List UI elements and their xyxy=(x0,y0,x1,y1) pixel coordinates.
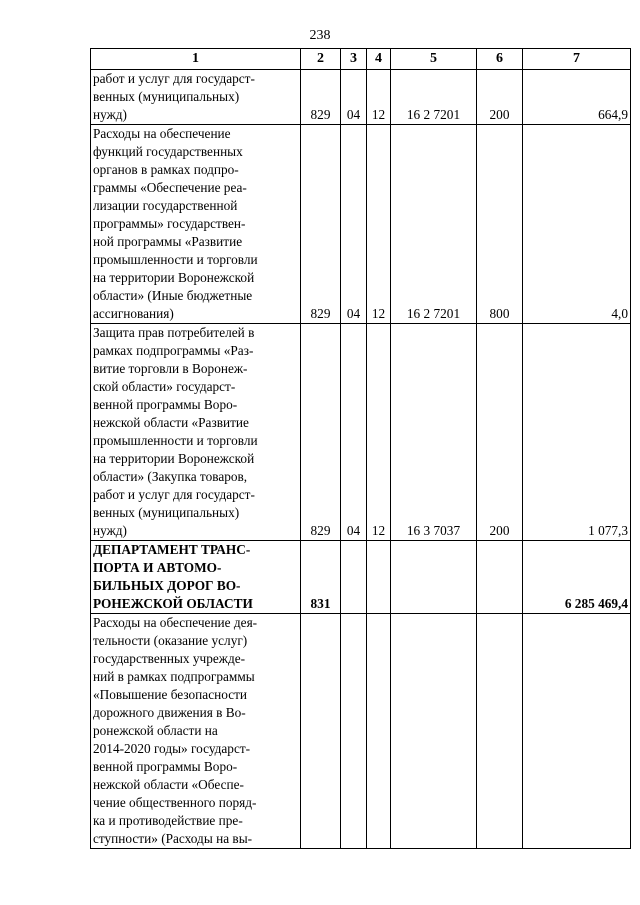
department-title: ДЕПАРТАМЕНТ ТРАНС- ПОРТА И АВТОМО- БИЛЬНЫХ ДОРОГ ВО- РОНЕЖСКОЙ ОБЛАСТИ xyxy=(91,541,301,614)
subsection-code xyxy=(367,614,391,849)
table-row xyxy=(91,125,631,324)
row-description: Защита прав потребителей в рамках подпрограммы «Раз- витие торговли в Воронеж- ской области» государст- венной программы Воро- нежской области «Развитие промышленности и торговли на территории Воронежской области» (Закупка товаров, работ и услуг для государст- венных (муниципальных) нужд) xyxy=(91,324,301,541)
ministry-code: 829 xyxy=(301,125,341,324)
ministry-code: 829 xyxy=(301,70,341,125)
col-header-4: 4 xyxy=(367,49,391,70)
subsection-code xyxy=(367,541,391,614)
col-header-5: 5 xyxy=(391,49,477,70)
amount: 664,9 xyxy=(523,70,631,125)
ministry-code: 831 xyxy=(301,541,341,614)
target-article-code: 16 3 7037 xyxy=(391,324,477,541)
row-description: Расходы на обеспечение дея- тельности (оказание услуг) государственных учрежде- ний в рамках подпрограммы «Повышение безопасности дорожного движения в Во- ронежской области на 2014-2020 годы» государст- венной программы Воро- нежской области «Обеспе- чение общественного поряд- ка и противодействие пре- ступности» (Расходы на вы- xyxy=(91,614,301,849)
col-header-1: 1 xyxy=(91,49,301,70)
budget-table xyxy=(90,48,631,849)
subsection-code: 12 xyxy=(367,70,391,125)
table-row xyxy=(91,70,631,125)
expense-type-code: 800 xyxy=(477,125,523,324)
table-row xyxy=(91,324,631,541)
section-code: 04 xyxy=(341,125,367,324)
target-article-code xyxy=(391,541,477,614)
col-header-7: 7 xyxy=(523,49,631,70)
table-row xyxy=(91,614,631,849)
col-header-6: 6 xyxy=(477,49,523,70)
col-header-2: 2 xyxy=(301,49,341,70)
ministry-code: 829 xyxy=(301,324,341,541)
subsection-code: 12 xyxy=(367,125,391,324)
subsection-code: 12 xyxy=(367,324,391,541)
col-header-3: 3 xyxy=(341,49,367,70)
target-article-code: 16 2 7201 xyxy=(391,125,477,324)
ministry-code xyxy=(301,614,341,849)
expense-type-code xyxy=(477,541,523,614)
target-article-code: 16 2 7201 xyxy=(391,70,477,125)
row-description: Расходы на обеспечение функций государственных органов в рамках подпро- граммы «Обеспечение реа- лизации государственной программы» государствен- ной программы «Развитие промышленности и торговли на территории Воронежской области» (Иные бюджетные ассигнования) xyxy=(91,125,301,324)
section-code xyxy=(341,541,367,614)
section-code: 04 xyxy=(341,324,367,541)
expense-type-code xyxy=(477,614,523,849)
department-total-amount: 6 285 469,4 xyxy=(523,541,631,614)
expense-type-code: 200 xyxy=(477,70,523,125)
amount: 1 077,3 xyxy=(523,324,631,541)
section-code: 04 xyxy=(341,70,367,125)
amount xyxy=(523,614,631,849)
header-row xyxy=(91,49,631,70)
expense-type-code: 200 xyxy=(477,324,523,541)
page-number: 238 xyxy=(309,28,331,43)
department-total-row xyxy=(91,541,631,614)
amount: 4,0 xyxy=(523,125,631,324)
target-article-code xyxy=(391,614,477,849)
section-code xyxy=(341,614,367,849)
row-description: работ и услуг для государст- венных (муниципальных) нужд) xyxy=(91,70,301,125)
